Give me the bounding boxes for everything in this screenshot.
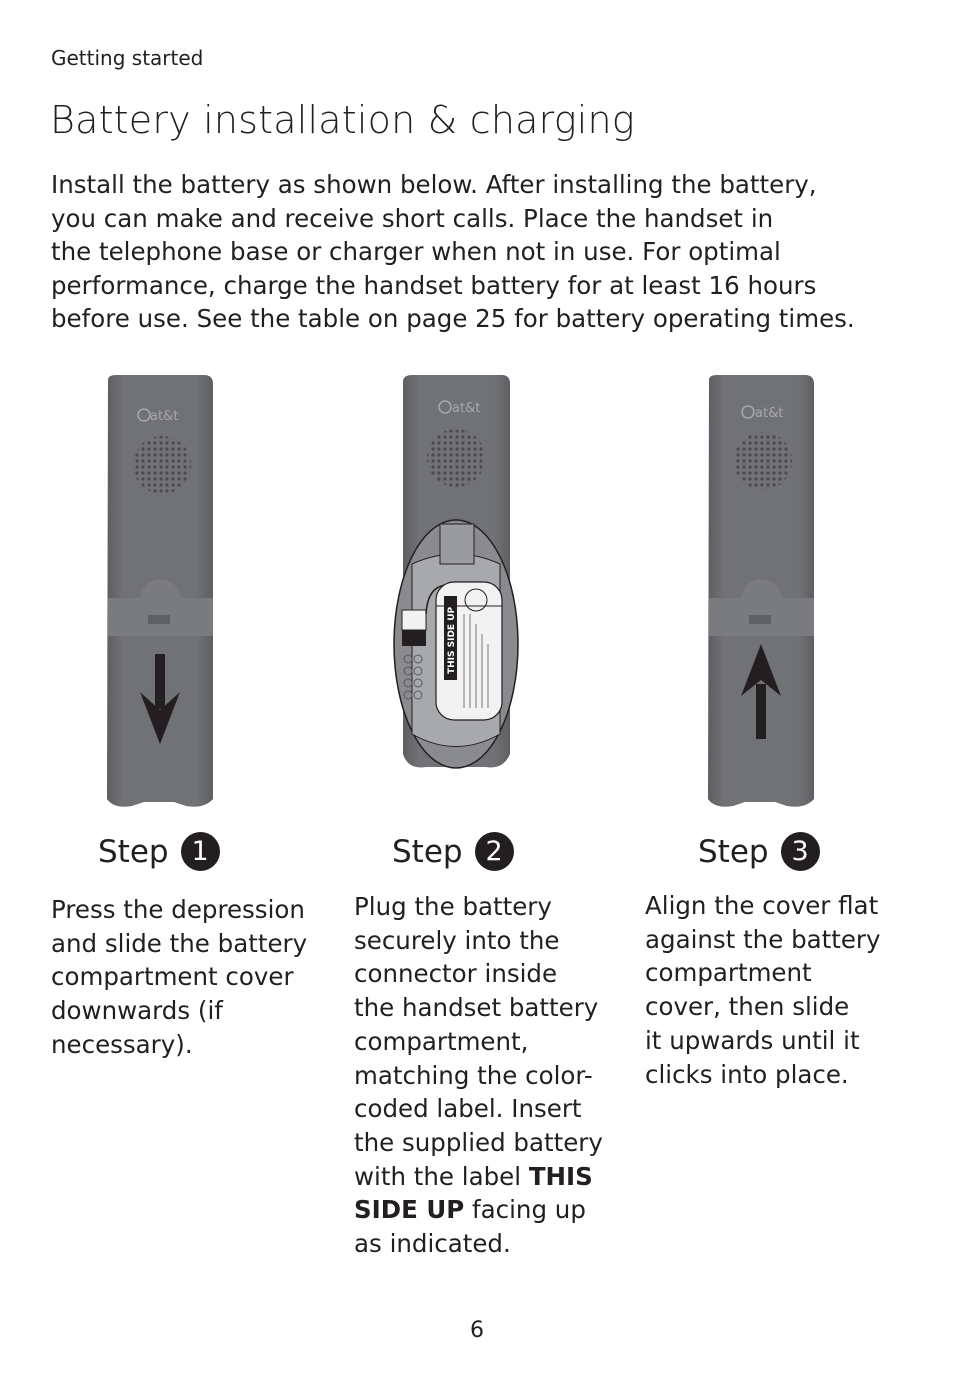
step1-description: Press the depression and slide the battery compartment cover downwards (if necessary). (51, 895, 308, 1059)
section-label: Getting started (51, 46, 204, 70)
step2-heading: Step 2 (392, 832, 514, 871)
handset-step2-illustration (388, 374, 522, 774)
step-number-badge: 3 (781, 832, 820, 871)
step-number-badge: 2 (475, 832, 514, 871)
intro-line: the telephone base or charger when not in use. For optimal (51, 237, 781, 266)
svg-text:at&t: at&t (755, 406, 784, 421)
page-number: 6 (470, 1318, 484, 1343)
intro-line: performance, charge the handset battery for at least 16 hours (51, 270, 817, 300)
intro-paragraph (51, 168, 911, 336)
intro-line: before use. See the table on page 25 for battery operating times. (51, 304, 855, 333)
step1-heading: Step 1 (98, 832, 220, 871)
battery-label: THIS SIDE UP (447, 606, 457, 674)
step3-heading: Step 3 (698, 832, 820, 871)
intro-line: you can make and receive short calls. Place the handset in (51, 203, 774, 233)
step-number-badge: 1 (181, 832, 220, 871)
handset-step3-illustration (705, 374, 817, 810)
step3-description: Align the cover flat against the battery compartment cover, then slide it upwards until it clicks into place. (645, 891, 881, 1089)
step2-description: Plug the battery securely into the connector inside the handset battery compartment, matching the color- coded label. Insert the supplied battery with the label THIS SIDE UP facing up as indicated. (354, 892, 603, 1259)
svg-text:at&t: at&t (452, 401, 481, 416)
intro-line: Install the battery as shown below. After installing the battery, (51, 170, 817, 199)
page-title: Battery installation & charging (50, 98, 635, 142)
handset-step1-illustration (104, 374, 216, 810)
brand-logo: at&t (150, 409, 179, 424)
